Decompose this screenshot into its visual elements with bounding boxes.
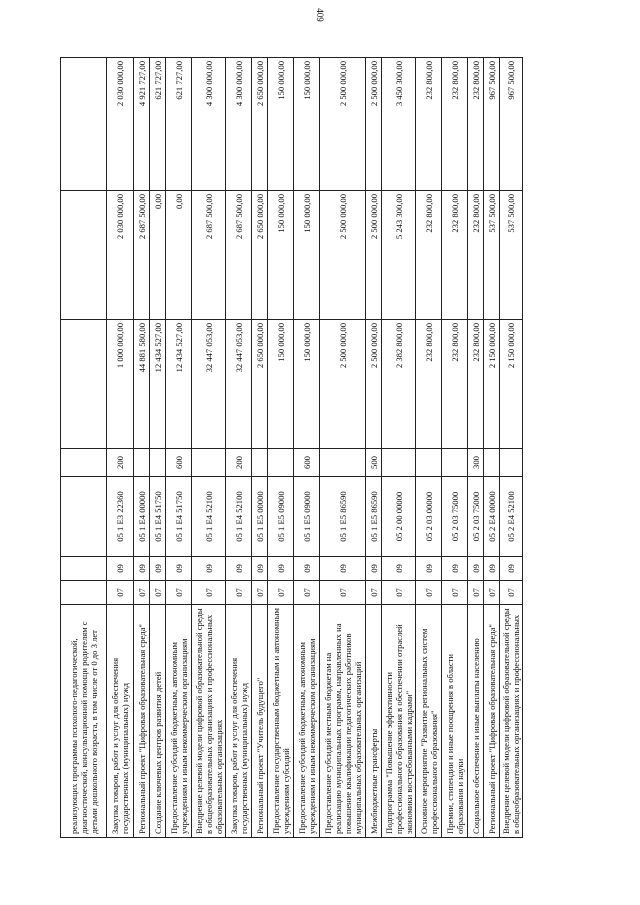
row-amount-year-2: 2 650 000,00	[252, 191, 268, 320]
row-target-code: 05 2 03 00000	[416, 477, 442, 557]
table-row	[500, 58, 523, 838]
row-amount-year-3: 150 000,00	[294, 58, 320, 191]
row-section: 07	[320, 581, 366, 605]
row-amount-year-3: 3 450 300,00	[382, 58, 416, 191]
row-target-code: 05 1 E3 22360	[107, 477, 134, 557]
row-amount-year-3: 621 727,00	[150, 58, 166, 191]
table-row	[166, 58, 192, 838]
row-expense-type: 600	[294, 449, 320, 477]
budget-table-rotated	[60, 58, 590, 838]
row-expense-type	[442, 449, 468, 477]
row-amount-year-2: 0,00	[150, 191, 166, 320]
row-amount-year-3: 232 800,00	[468, 58, 484, 191]
row-section: 07	[468, 581, 484, 605]
row-subsection: 09	[442, 557, 468, 581]
row-section: 07	[500, 581, 523, 605]
table-row	[268, 58, 294, 838]
row-amount-year-3: 2 500 000,00	[366, 58, 382, 191]
row-subsection: 09	[150, 557, 166, 581]
row-amount-year-3: 150 000,00	[268, 58, 294, 191]
table-row	[366, 58, 382, 838]
row-subsection: 09	[226, 557, 252, 581]
table-row	[107, 58, 134, 838]
row-name: Подпрограмма "Повышение эффективности профессионального образования в обеспечении отраслей экономики востребованными кадрами"	[382, 605, 416, 838]
row-target-code: 05 2 03 75000	[442, 477, 468, 557]
row-amount-year-3: 967 500,00	[484, 58, 500, 191]
row-expense-type: 500	[366, 449, 382, 477]
row-amount-year-1: 32 447 053,00	[226, 320, 252, 449]
row-target-code: 05 1 E4 52100	[192, 477, 226, 557]
row-amount-year-1: 150 000,00	[268, 320, 294, 449]
row-name: Межбюджетные трансферты	[366, 605, 382, 838]
row-expense-type	[382, 449, 416, 477]
row-amount-year-2: 537 500,00	[500, 191, 523, 320]
row-amount-year-2: 150 000,00	[294, 191, 320, 320]
row-subsection: 09	[166, 557, 192, 581]
row-amount-year-1: 12 434 527,00	[166, 320, 192, 449]
row-target-code: 05 1 E4 51750	[166, 477, 192, 557]
row-amount-year-2: 2 030 000,00	[107, 191, 134, 320]
row-expense-type: 600	[166, 449, 192, 477]
row-section: 07	[484, 581, 500, 605]
table-row	[294, 58, 320, 838]
row-expense-type	[192, 449, 226, 477]
table-row	[252, 58, 268, 838]
row-subsection	[61, 557, 107, 581]
row-subsection: 09	[294, 557, 320, 581]
row-name: Социальное обеспечение и иные выплаты населению	[468, 605, 484, 838]
row-subsection: 09	[320, 557, 366, 581]
table-row	[226, 58, 252, 838]
row-target-code: 05 1 E5 86590	[320, 477, 366, 557]
row-amount-year-3: 232 800,00	[442, 58, 468, 191]
row-name: Предоставление субсидий бюджетным, автономным учреждениям и иным некоммерческим организациям	[166, 605, 192, 838]
row-expense-type	[416, 449, 442, 477]
table-row	[192, 58, 226, 838]
row-expense-type: 200	[107, 449, 134, 477]
row-amount-year-3	[61, 58, 107, 191]
row-amount-year-3: 967 500,00	[500, 58, 523, 191]
row-amount-year-1: 1 000 000,00	[107, 320, 134, 449]
table-row	[320, 58, 366, 838]
row-amount-year-3: 2 030 000,00	[107, 58, 134, 191]
table-row	[150, 58, 166, 838]
row-subsection: 09	[252, 557, 268, 581]
row-expense-type: 200	[226, 449, 252, 477]
row-subsection: 09	[500, 557, 523, 581]
row-name: Предоставление субсидий бюджетным, автономным учреждениям и иным некоммерческим организациям	[294, 605, 320, 838]
row-amount-year-1: 2 150 000,00	[500, 320, 523, 449]
row-amount-year-1: 232 800,00	[442, 320, 468, 449]
row-target-code: 05 2 00 00000	[382, 477, 416, 557]
row-section: 07	[416, 581, 442, 605]
row-target-code: 05 1 E5 09000	[294, 477, 320, 557]
row-subsection: 09	[484, 557, 500, 581]
row-amount-year-2: 2 687 500,00	[226, 191, 252, 320]
row-section: 07	[226, 581, 252, 605]
row-amount-year-2: 150 000,00	[268, 191, 294, 320]
row-name: Закупка товаров, работ и услуг для обеспечения государственных (муниципальных) нужд	[226, 605, 252, 838]
row-expense-type	[268, 449, 294, 477]
row-section: 07	[382, 581, 416, 605]
row-name: Внедрение целевой модели цифровой образовательной среды в общеобразовательных организациях и профессиональных образовательных организациях	[192, 605, 226, 838]
row-amount-year-2: 2 687 500,00	[134, 191, 150, 320]
row-subsection: 09	[382, 557, 416, 581]
row-amount-year-1: 2 150 000,00	[484, 320, 500, 449]
row-section: 07	[252, 581, 268, 605]
row-section: 07	[294, 581, 320, 605]
row-expense-type	[61, 449, 107, 477]
row-expense-type	[150, 449, 166, 477]
row-subsection: 09	[268, 557, 294, 581]
row-amount-year-2: 232 800,00	[468, 191, 484, 320]
row-subsection: 09	[192, 557, 226, 581]
row-amount-year-2: 2 500 000,00	[366, 191, 382, 320]
row-target-code: 05 1 E4 00000	[134, 477, 150, 557]
row-section: 07	[192, 581, 226, 605]
row-amount-year-1: 2 500 000,00	[320, 320, 366, 449]
row-amount-year-2: 0,00	[166, 191, 192, 320]
budget-table	[60, 57, 523, 838]
table-row	[442, 58, 468, 838]
row-target-code: 05 1 E4 51750	[150, 477, 166, 557]
table-row	[484, 58, 500, 838]
row-name: Региональный проект "Цифровая образовательная среда"	[134, 605, 150, 838]
row-amount-year-2: 2 500 000,00	[320, 191, 366, 320]
row-target-code: 05 1 E4 52100	[226, 477, 252, 557]
row-amount-year-3: 2 650 000,00	[252, 58, 268, 191]
row-amount-year-3: 621 727,00	[166, 58, 192, 191]
row-amount-year-1: 2 500 000,00	[366, 320, 382, 449]
row-expense-type: 300	[468, 449, 484, 477]
row-amount-year-1: 232 800,00	[416, 320, 442, 449]
row-expense-type	[320, 449, 366, 477]
row-amount-year-1: 32 447 053,00	[192, 320, 226, 449]
row-subsection: 09	[468, 557, 484, 581]
row-amount-year-2: 2 687 500,00	[192, 191, 226, 320]
row-target-code: 05 2 E4 00000	[484, 477, 500, 557]
row-subsection: 09	[416, 557, 442, 581]
row-name: Закупка товаров, работ и услуг для обеспечения государственных (муниципальных) нужд	[107, 605, 134, 838]
row-target-code: 05 1 E5 09000	[268, 477, 294, 557]
table-row	[468, 58, 484, 838]
table-row	[382, 58, 416, 838]
row-target-code	[61, 477, 107, 557]
table-row	[61, 58, 107, 838]
row-target-code: 05 2 03 75000	[468, 477, 484, 557]
row-section: 07	[366, 581, 382, 605]
row-subsection: 09	[366, 557, 382, 581]
row-amount-year-2: 537 500,00	[484, 191, 500, 320]
row-amount-year-2	[61, 191, 107, 320]
row-amount-year-3: 4 921 727,00	[134, 58, 150, 191]
row-amount-year-3: 2 500 000,00	[320, 58, 366, 191]
row-expense-type	[484, 449, 500, 477]
row-name: Премии, стипендии и иные поощрения в области образования и науки	[442, 605, 468, 838]
row-name: Региональный проект "Цифровая образовательная среда"	[484, 605, 500, 838]
row-name: реализующих программы психолого-педагогической, диагностической, консультационной помощи родителям с детьми дошкольного возраста, в том числе от 0 до 3 лет	[61, 605, 107, 838]
row-section: 07	[107, 581, 134, 605]
row-amount-year-2: 232 800,00	[416, 191, 442, 320]
row-name: Предоставление государственным бюджетным и автономным учреждениям субсидий	[268, 605, 294, 838]
row-amount-year-3: 4 300 000,00	[192, 58, 226, 191]
row-name: Создание ключевых центров развития детей	[150, 605, 166, 838]
row-section	[61, 581, 107, 605]
row-subsection: 09	[107, 557, 134, 581]
row-name: Предоставление субсидий местным бюджетам на реализацию муниципальных программ, направленных на повышение квалификации педагогических работников муниципальных образовательных организаций	[320, 605, 366, 838]
row-expense-type	[500, 449, 523, 477]
row-subsection: 09	[134, 557, 150, 581]
row-section: 07	[442, 581, 468, 605]
row-amount-year-1: 232 800,00	[468, 320, 484, 449]
row-section: 07	[150, 581, 166, 605]
row-name: Основное мероприятие "Развитие региональных систем профессионального образования"	[416, 605, 442, 838]
row-name: Региональный проект "Учитель будущего"	[252, 605, 268, 838]
row-amount-year-3: 4 300 000,00	[226, 58, 252, 191]
table-body	[61, 58, 523, 838]
table-row	[416, 58, 442, 838]
row-amount-year-1: 150 000,00	[294, 320, 320, 449]
row-section: 07	[268, 581, 294, 605]
row-section: 07	[134, 581, 150, 605]
page-number: 409	[315, 8, 325, 22]
row-amount-year-1: 12 434 527,00	[150, 320, 166, 449]
row-amount-year-2: 232 800,00	[442, 191, 468, 320]
row-amount-year-2: 5 243 300,00	[382, 191, 416, 320]
table-row	[134, 58, 150, 838]
row-name: Внедрение целевой модели цифровой образовательной среды в общеобразовательных организациях и профессиональных	[500, 605, 523, 838]
row-amount-year-1: 44 881 580,00	[134, 320, 150, 449]
row-amount-year-1	[61, 320, 107, 449]
row-expense-type	[252, 449, 268, 477]
row-section: 07	[166, 581, 192, 605]
row-amount-year-3: 232 800,00	[416, 58, 442, 191]
row-target-code: 05 1 E5 86590	[366, 477, 382, 557]
row-target-code: 05 2 E4 52100	[500, 477, 523, 557]
row-amount-year-1: 2 382 800,00	[382, 320, 416, 449]
row-target-code: 05 1 E5 00000	[252, 477, 268, 557]
row-amount-year-1: 2 650 000,00	[252, 320, 268, 449]
row-expense-type	[134, 449, 150, 477]
